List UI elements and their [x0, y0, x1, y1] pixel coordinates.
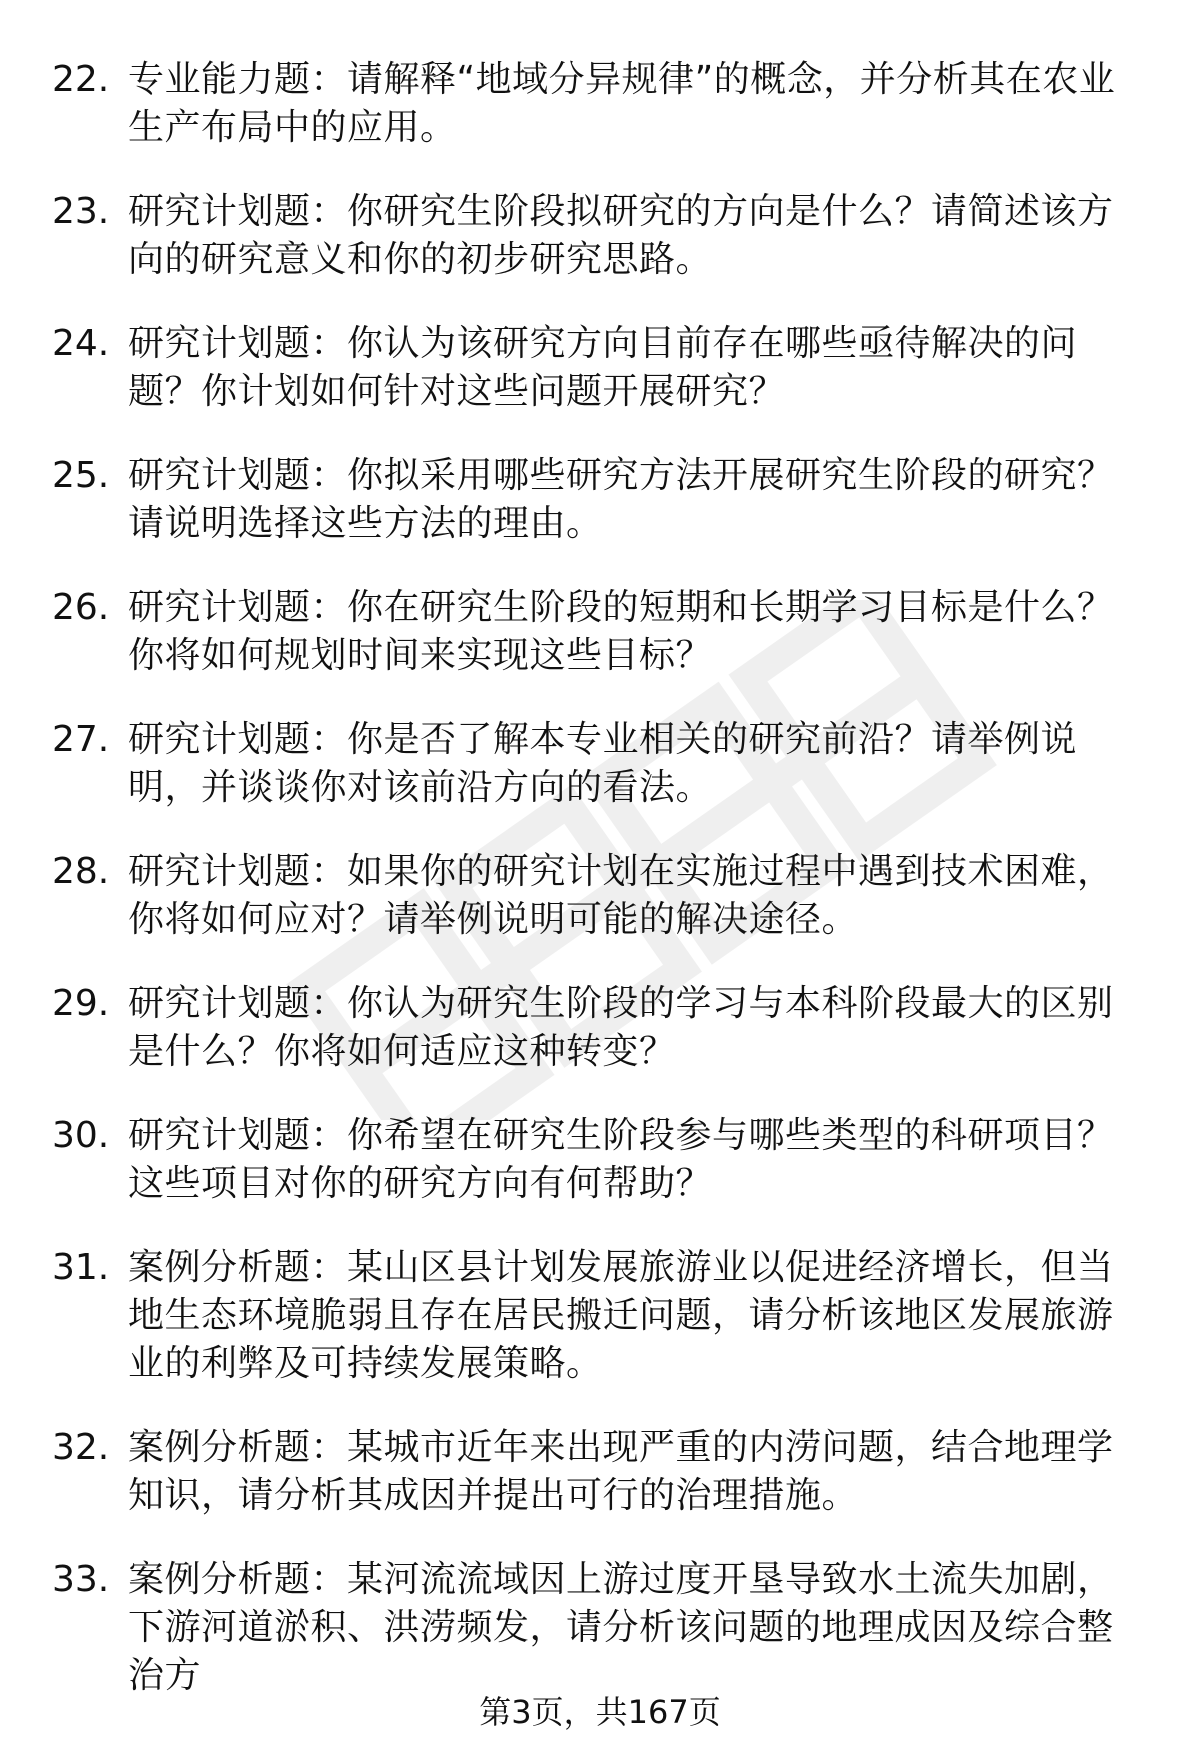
- question-text: 专业能力题：请解释“地域分异规律”的概念，并分析其在农业生产布局中的应用。: [128, 59, 1116, 148]
- question-number: 30.: [52, 1115, 110, 1156]
- question-text: 研究计划题：如果你的研究计划在实施过程中遇到技术困难，你将如何应对？请举例说明可能的解决途径。: [128, 851, 1114, 940]
- question-number: 26.: [52, 587, 110, 628]
- question-item: [52, 452, 1142, 548]
- question-text: 研究计划题：你认为该研究方向目前存在哪些亟待解决的问题？你计划如何针对这些问题开展研究？: [128, 323, 1078, 412]
- question-number: 29.: [52, 983, 110, 1024]
- question-number: 31.: [52, 1247, 110, 1288]
- question-item: [52, 1112, 1142, 1208]
- question-number: 32.: [52, 1427, 110, 1468]
- question-item: [52, 320, 1142, 416]
- question-item: [52, 1244, 1142, 1388]
- question-text: 研究计划题：你是否了解本专业相关的研究前沿？请举例说明，并谈谈你对该前沿方向的看法。: [128, 719, 1078, 808]
- question-text: 研究计划题：你研究生阶段拟研究的方向是什么？请简述该方向的研究意义和你的初步研究思路。: [128, 191, 1114, 280]
- question-item: [52, 188, 1142, 284]
- question-item: [52, 1424, 1142, 1520]
- question-number: 23.: [52, 191, 110, 232]
- question-number: 24.: [52, 323, 110, 364]
- question-item: [52, 716, 1142, 812]
- question-text: 研究计划题：你认为研究生阶段的学习与本科阶段最大的区别是什么？你将如何适应这种转变？: [128, 983, 1114, 1072]
- question-list: [52, 56, 1142, 1736]
- question-text: 研究计划题：你在研究生阶段的短期和长期学习目标是什么？你将如何规划时间来实现这些目标？: [128, 587, 1114, 676]
- question-item: [52, 584, 1142, 680]
- question-item: [52, 1556, 1142, 1700]
- question-number: 28.: [52, 851, 110, 892]
- question-item: [52, 56, 1142, 152]
- question-number: 22.: [52, 59, 110, 100]
- question-text: 研究计划题：你希望在研究生阶段参与哪些类型的科研项目？这些项目对你的研究方向有何帮助？: [128, 1115, 1114, 1204]
- question-item: [52, 848, 1142, 944]
- question-item: [52, 980, 1142, 1076]
- page-footer: [0, 1692, 1200, 1732]
- question-number: 33.: [52, 1559, 110, 1600]
- question-number: 27.: [52, 719, 110, 760]
- question-text: 案例分析题：某河流流域因上游过度开垦导致水土流失加剧，下游河道淤积、洪涝频发，请分析该问题的地理成因及综合整治方: [128, 1559, 1114, 1696]
- question-text: 研究计划题：你拟采用哪些研究方法开展研究生阶段的研究？请说明选择这些方法的理由。: [128, 455, 1114, 544]
- question-number: 25.: [52, 455, 110, 496]
- page-number-label: 第3页，共167页: [479, 1693, 721, 1731]
- question-text: 案例分析题：某山区县计划发展旅游业以促进经济增长，但当地生态环境脆弱且存在居民搬迁问题，请分析该地区发展旅游业的利弊及可持续发展策略。: [128, 1247, 1114, 1384]
- question-text: 案例分析题：某城市近年来出现严重的内涝问题，结合地理学知识，请分析其成因并提出可行的治理措施。: [128, 1427, 1114, 1516]
